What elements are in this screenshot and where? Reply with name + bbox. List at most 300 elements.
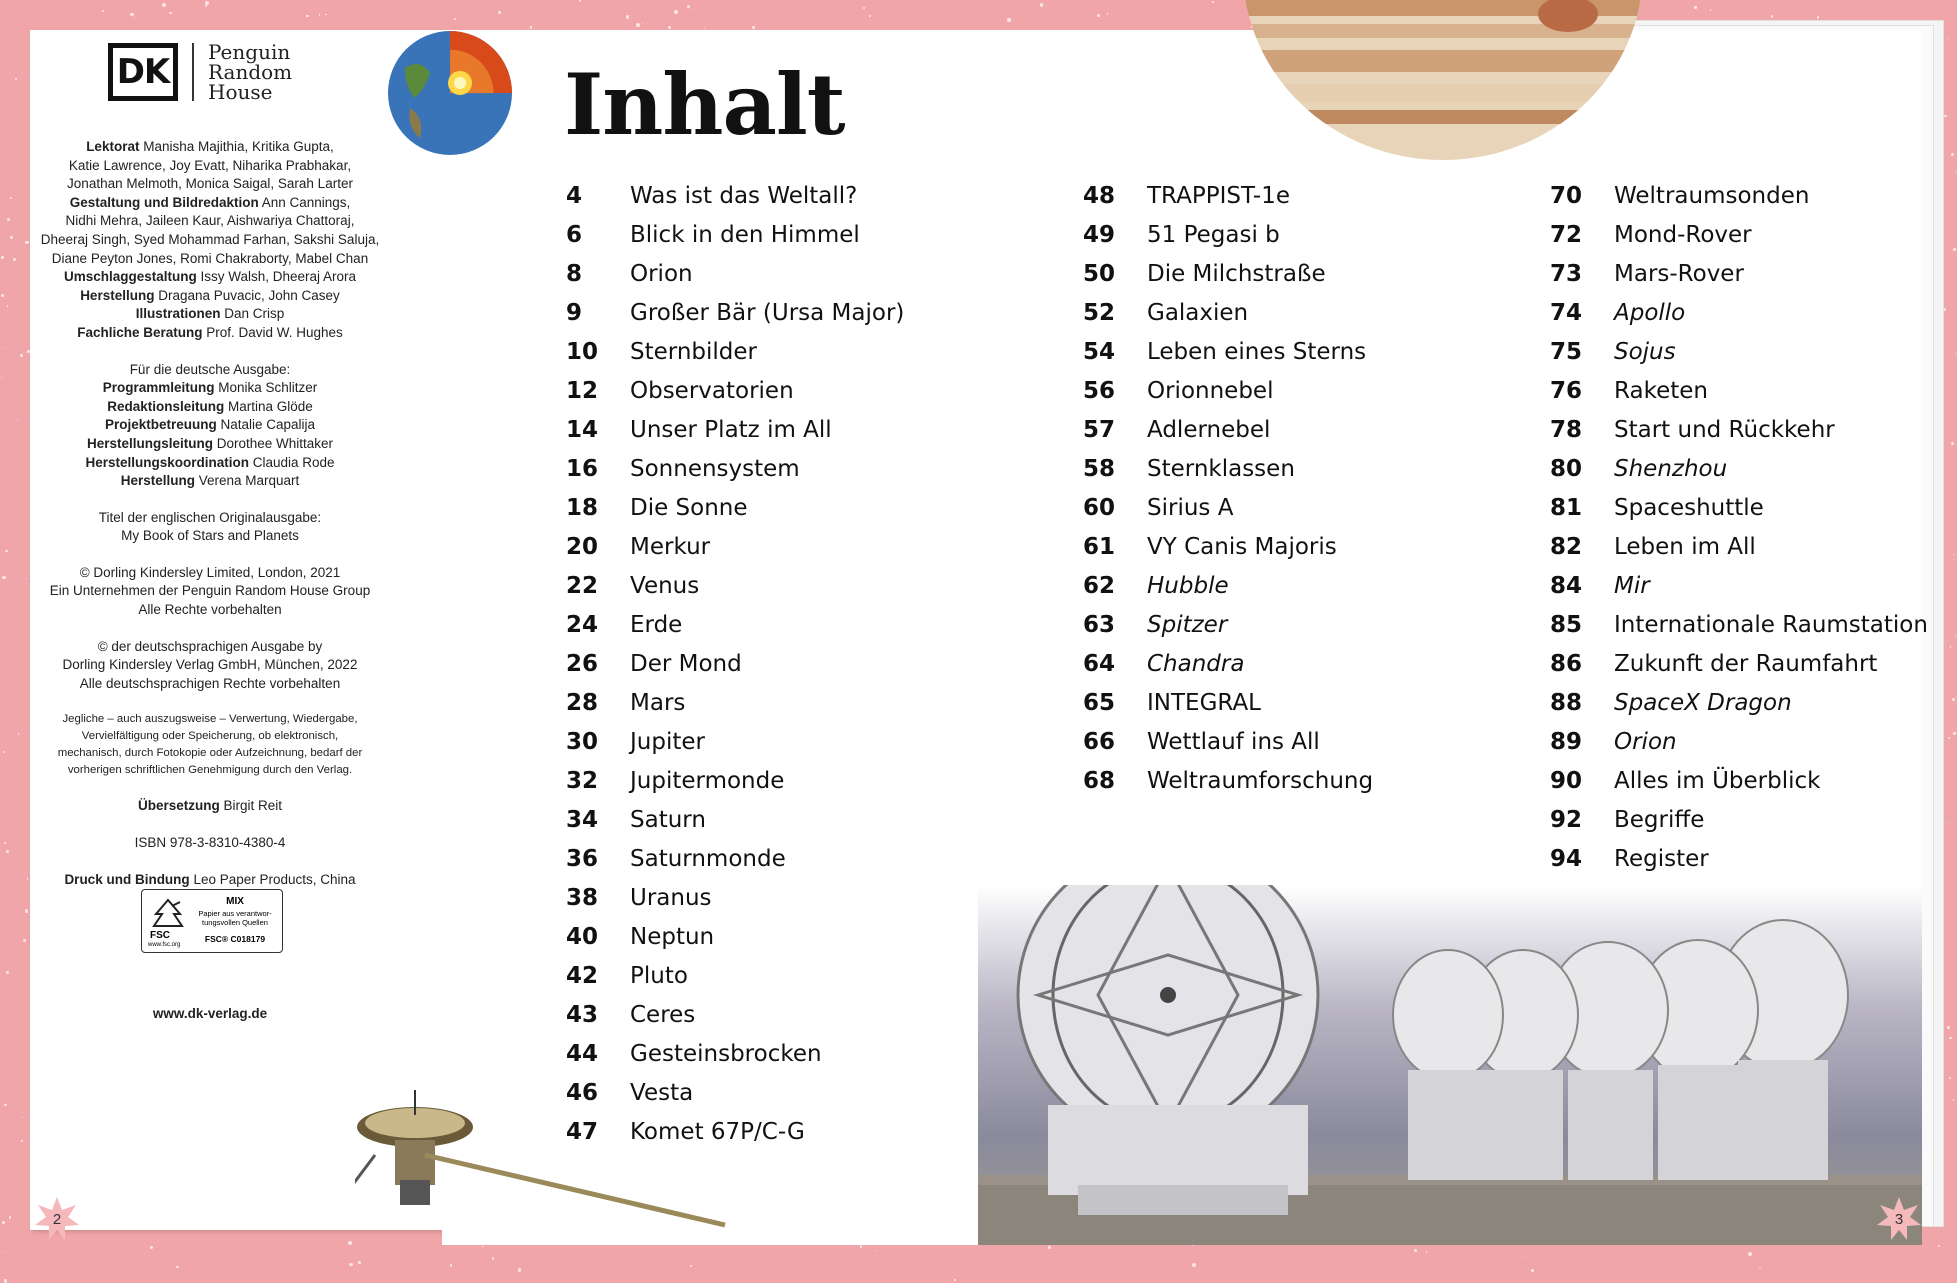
toc-page-number: 58: [1083, 455, 1116, 482]
toc-entry[interactable]: [566, 800, 904, 839]
german-credit-names: Verena Marquart: [194, 473, 300, 489]
toc-entry-title: Was ist das Weltall?: [630, 182, 858, 209]
toc-page-number: 60: [1083, 494, 1116, 521]
toc-entry[interactable]: [566, 761, 904, 800]
background-speck: [690, 9, 691, 10]
toc-page-number: 28: [566, 689, 599, 716]
background-speck: [530, 26, 532, 28]
toc-page-number: 34: [566, 806, 599, 833]
credit-names: Diane Peyton Jones, Romi Chakraborty, Mabel Chan: [51, 250, 369, 266]
toc-page-number: 43: [566, 1001, 599, 1028]
background-speck: [7, 218, 10, 221]
credit-line: [20, 305, 400, 324]
background-speck: [9, 1216, 11, 1218]
toc-entry-title: TRAPPIST-1e: [1147, 182, 1290, 209]
background-speck: [18, 733, 20, 735]
translation-credit: [20, 797, 400, 816]
toc-entry[interactable]: [1550, 371, 1928, 410]
credit-names: Issy Walsh, Dheeraj Arora: [196, 269, 357, 285]
background-speck: [1040, 3, 1044, 7]
background-speck: [492, 1257, 494, 1259]
toc-entry[interactable]: [1083, 254, 1373, 293]
toc-entry[interactable]: [566, 488, 904, 527]
prh-line-2: Random: [208, 60, 293, 84]
toc-entry-title: Sternklassen: [1147, 455, 1295, 482]
toc-entry[interactable]: [1550, 527, 1928, 566]
german-credit-names: Natalie Capalija: [216, 417, 316, 433]
toc-entry[interactable]: [1083, 683, 1373, 722]
background-speck: [1192, 1263, 1196, 1267]
background-speck: [518, 1268, 522, 1272]
toc-entry-title: Sonnensystem: [630, 455, 800, 482]
toc-entry-title: Apollo: [1614, 299, 1686, 326]
background-speck: [15, 78, 17, 80]
toc-entry[interactable]: [1083, 605, 1373, 644]
toc-entry[interactable]: [566, 566, 904, 605]
toc-entry-title: Zukunft der Raumfahrt: [1614, 650, 1878, 677]
toc-entry-title: Blick in den Himmel: [630, 221, 860, 248]
fsc-site: www.fsc.org: [148, 942, 181, 948]
fsc-text: FSC: [150, 930, 170, 941]
background-speck: [134, 17, 135, 18]
background-speck: [169, 12, 172, 15]
background-speck: [1710, 9, 1711, 10]
background-speck: [1938, 1245, 1940, 1247]
credit-line: [20, 157, 400, 176]
german-credit-role: Herstellung: [120, 473, 195, 489]
toc-entry-title: Mond-Rover: [1614, 221, 1752, 248]
toc-entry[interactable]: [566, 410, 904, 449]
toc-entry-title: Mars: [630, 689, 686, 716]
toc-entry-title: Alles im Überblick: [1614, 767, 1821, 794]
german-credit-names: Claudia Rode: [248, 454, 335, 470]
copyright-uk-2: Ein Unternehmen der Penguin Random House Group: [49, 583, 371, 599]
toc-entry-title: Leben im All: [1614, 533, 1756, 560]
toc-page-number: 66: [1083, 728, 1116, 755]
toc-entry-title: Saturn: [630, 806, 706, 833]
toc-entry[interactable]: [1083, 332, 1373, 371]
background-speck: [1, 256, 4, 259]
toc-entry[interactable]: [1550, 566, 1928, 605]
toc-entry[interactable]: [566, 995, 904, 1034]
background-speck: [954, 1279, 957, 1282]
german-credit-line: [20, 379, 400, 398]
toc-entry[interactable]: [1083, 722, 1373, 761]
toc-page-number: 49: [1083, 221, 1116, 248]
dk-logo: DK: [108, 43, 178, 101]
german-credit-line: [20, 416, 400, 435]
background-speck: [1414, 1249, 1417, 1252]
earth-cutaway-illustration: [385, 28, 515, 158]
legal-notice: [20, 711, 400, 779]
toc-column-2: [1083, 176, 1373, 800]
background-speck: [306, 15, 308, 17]
toc-entry[interactable]: [566, 527, 904, 566]
toc-page-number: 18: [566, 494, 599, 521]
background-speck: [1531, 1269, 1534, 1272]
background-speck: [150, 1246, 153, 1249]
background-speck: [1947, 38, 1948, 39]
toc-page-number: 52: [1083, 299, 1116, 326]
toc-entry-title: Venus: [630, 572, 700, 599]
toc-entry-title: VY Canis Majoris: [1147, 533, 1337, 560]
toc-entry[interactable]: [566, 644, 904, 683]
toc-page-number: 16: [566, 455, 599, 482]
toc-page-number: 44: [566, 1040, 599, 1067]
toc-page-number: 20: [566, 533, 599, 560]
credits-list: [20, 138, 400, 343]
toc-entry[interactable]: [1550, 332, 1928, 371]
toc-entry-title: Mir: [1614, 572, 1650, 599]
toc-page-number: 12: [566, 377, 599, 404]
toc-entry-title: Weltraumforschung: [1147, 767, 1374, 794]
german-credit-line: [20, 435, 400, 454]
german-credit-role: Herstellungskoordination: [85, 454, 249, 470]
background-speck: [5, 348, 6, 349]
credit-role: Umschlaggestaltung: [63, 269, 197, 285]
toc-entry[interactable]: [1550, 839, 1928, 878]
imprint-credits: [20, 138, 400, 889]
original-title-line-1: Titel der englischen Originalausgabe:: [98, 509, 322, 525]
credit-names: Dheeraj Singh, Syed Mohammad Farhan, Sakshi Saluja,: [40, 231, 380, 247]
toc-entry[interactable]: [1083, 527, 1373, 566]
toc-entry-title: Die Sonne: [630, 494, 748, 521]
toc-entry[interactable]: [566, 956, 904, 995]
toc-entry[interactable]: [1083, 293, 1373, 332]
background-speck: [1949, 822, 1950, 823]
toc-entry[interactable]: [566, 917, 904, 956]
toc-entry[interactable]: [566, 839, 904, 878]
german-edition-intro: Für die deutsche Ausgabe:: [129, 361, 291, 377]
background-speck: [1955, 636, 1956, 637]
background-speck: [325, 14, 327, 16]
toc-entry[interactable]: [1083, 410, 1373, 449]
toc-column-1: [566, 176, 904, 1151]
toc-page-number: 24: [566, 611, 599, 638]
background-speck: [498, 11, 501, 14]
toc-entry-title: Sirius A: [1147, 494, 1234, 521]
background-speck: [7, 305, 8, 306]
background-speck: [17, 420, 18, 421]
credit-role: Fachliche Beratung: [77, 324, 203, 340]
toc-entry-title: Großer Bär (Ursa Major): [630, 299, 905, 326]
toc-entry-title: Jupiter: [630, 728, 705, 755]
prh-line-1: Penguin: [208, 40, 291, 64]
toc-column-3: [1550, 176, 1928, 917]
german-credit-line: [20, 472, 400, 491]
toc-entry-title: Leben eines Sterns: [1147, 338, 1367, 365]
background-speck: [1944, 115, 1947, 118]
credit-line: [20, 212, 400, 231]
toc-entry-title: Saturnmonde: [630, 845, 786, 872]
toc-entry[interactable]: [1083, 761, 1373, 800]
toc-page-number: 82: [1550, 533, 1583, 560]
toc-page-number: 46: [566, 1079, 599, 1106]
toc-page-number: 40: [566, 923, 599, 950]
toc-entry[interactable]: [1083, 449, 1373, 488]
german-credit-names: Dorothee Whittaker: [212, 435, 334, 451]
toc-entry[interactable]: [1550, 683, 1928, 722]
background-speck: [348, 1241, 352, 1245]
copyright-de-1: © der deutschsprachigen Ausgabe by: [97, 638, 323, 654]
credit-line: [20, 324, 400, 343]
toc-page-number: 9: [566, 299, 583, 326]
toc-page-number: 30: [566, 728, 599, 755]
toc-entry[interactable]: [1550, 293, 1928, 332]
toc-entry[interactable]: [566, 1034, 904, 1073]
background-speck: [636, 23, 640, 27]
print-label: Druck und Bindung: [64, 871, 190, 887]
toc-page-number: 48: [1083, 182, 1116, 209]
toc-entry-title: Merkur: [630, 533, 711, 560]
toc-page-number: 85: [1550, 611, 1583, 638]
toc-page-number: 22: [566, 572, 599, 599]
credit-line: [20, 194, 400, 213]
toc-entry[interactable]: [1550, 215, 1928, 254]
toc-page-number: 6: [566, 221, 583, 248]
toc-entry[interactable]: [1550, 254, 1928, 293]
background-speck: [2, 1221, 5, 1224]
background-speck: [482, 1246, 484, 1248]
toc-page-number: 73: [1550, 260, 1583, 287]
credit-line: [20, 250, 400, 269]
page-number-right: 3: [1894, 1210, 1904, 1228]
background-speck: [102, 10, 104, 12]
copyright-uk-1: © Dorling Kindersley Limited, London, 2021: [79, 564, 341, 580]
toc-entry[interactable]: [1083, 176, 1373, 215]
toc-entry[interactable]: [1550, 722, 1928, 761]
toc-page-number: 36: [566, 845, 599, 872]
german-credit-role: Herstellungsleitung: [86, 435, 213, 451]
background-speck: [626, 15, 629, 18]
background-speck: [1953, 1099, 1955, 1101]
space-probe-illustration: [355, 1085, 745, 1235]
toc-page-number: 50: [1083, 260, 1116, 287]
toc-entry[interactable]: [1083, 488, 1373, 527]
toc-page-number: 14: [566, 416, 599, 443]
german-credit-names: Martina Glöde: [224, 398, 313, 414]
toc-entry-title: Adlernebel: [1147, 416, 1271, 443]
toc-page-number: 72: [1550, 221, 1583, 248]
background-speck: [863, 7, 865, 9]
toc-page-number: 61: [1083, 533, 1116, 560]
credit-names: Jonathan Melmoth, Monica Saigal, Sarah Larter: [67, 176, 353, 192]
original-title-line-2: My Book of Stars and Planets: [121, 528, 299, 544]
fsc-label: [141, 889, 283, 953]
toc-page-number: 94: [1550, 845, 1583, 872]
background-speck: [1951, 442, 1954, 445]
toc-page-number: 32: [566, 767, 599, 794]
toc-entry-title: Mars-Rover: [1614, 260, 1744, 287]
toc-page-number: 62: [1083, 572, 1116, 599]
toc-page-number: 92: [1550, 806, 1583, 833]
toc-page-number: 65: [1083, 689, 1116, 716]
credit-role: Gestaltung und Bildredaktion: [69, 194, 259, 210]
toc-entry[interactable]: [1083, 566, 1373, 605]
background-speck: [23, 939, 25, 941]
copyright-uk-3: Alle Rechte vorbehalten: [138, 602, 282, 618]
credit-names: Manisha Majithia, Kritika Gupta,: [139, 139, 334, 154]
page-number-left: 2: [52, 1210, 62, 1228]
background-speck: [1759, 1267, 1760, 1268]
toc-entry[interactable]: [566, 176, 904, 215]
credit-names: Nidhi Mehra, Jaileen Kaur, Aishwariya Chattoraj,: [65, 213, 355, 229]
toc-entry[interactable]: [566, 254, 904, 293]
toc-entry-title: Komet 67P/C-G: [630, 1118, 805, 1145]
background-speck: [10, 197, 13, 200]
german-credit-role: Programmleitung: [102, 380, 215, 396]
toc-entry-title: Orion: [1614, 728, 1677, 755]
toc-entry[interactable]: [1083, 371, 1373, 410]
credit-line: [20, 268, 400, 287]
background-speck: [687, 5, 690, 8]
toc-entry-title: Der Mond: [630, 650, 742, 677]
toc-entry[interactable]: [566, 371, 904, 410]
toc-page-number: 84: [1550, 572, 1583, 599]
background-speck: [13, 258, 16, 261]
background-speck: [1948, 737, 1950, 739]
credit-line: [20, 287, 400, 306]
publisher-logo: [108, 42, 292, 102]
toc-entry[interactable]: [566, 605, 904, 644]
german-credit-line: [20, 454, 400, 473]
toc-page-number: 80: [1550, 455, 1583, 482]
toc-page-number: 38: [566, 884, 599, 911]
toc-entry[interactable]: [1550, 410, 1928, 449]
toc-page-number: 57: [1083, 416, 1116, 443]
toc-entry[interactable]: [1550, 644, 1928, 683]
toc-page-number: 8: [566, 260, 583, 287]
toc-entry[interactable]: [1550, 449, 1928, 488]
legal-line-3: mechanisch, durch Fotokopie oder Aufzeichnung, bedarf der: [57, 747, 363, 760]
toc-entry-title: INTEGRAL: [1147, 689, 1261, 716]
toc-page-number: 42: [566, 962, 599, 989]
logo-divider: [192, 43, 194, 101]
background-speck: [642, 23, 643, 24]
copyright-de-2: Dorling Kindersley Verlag GmbH, München, 2022: [62, 657, 358, 673]
toc-entry-title: Galaxien: [1147, 299, 1249, 326]
toc-page-number: 68: [1083, 767, 1116, 794]
toc-entry[interactable]: [1083, 644, 1373, 683]
print-credit: [20, 871, 400, 890]
background-speck: [4, 842, 6, 844]
background-speck: [860, 1245, 862, 1247]
toc-entry-title: Wettlauf ins All: [1147, 728, 1320, 755]
toc-page-number: 81: [1550, 494, 1583, 521]
credit-role: Herstellung: [80, 287, 155, 303]
print-name: Leo Paper Products, China: [189, 871, 356, 887]
toc-entry-title: Begriffe: [1614, 806, 1705, 833]
toc-entry-title: Die Milchstraße: [1147, 260, 1326, 287]
toc-entry[interactable]: [1550, 488, 1928, 527]
background-speck: [1, 377, 2, 378]
toc-page-number: 75: [1550, 338, 1583, 365]
background-speck: [6, 971, 9, 974]
toc-entry[interactable]: [566, 215, 904, 254]
background-speck: [1048, 1246, 1050, 1248]
toc-entry-title: Spaceshuttle: [1614, 494, 1764, 521]
background-speck: [1949, 1077, 1951, 1079]
toc-entry[interactable]: [566, 683, 904, 722]
background-speck: [130, 13, 133, 16]
toc-page-number: 90: [1550, 767, 1583, 794]
toc-entry[interactable]: [1550, 800, 1928, 839]
background-speck: [5, 550, 8, 553]
background-speck: [1817, 16, 1819, 18]
german-credit-role: Redaktionsleitung: [107, 398, 225, 414]
toc-page-number: 56: [1083, 377, 1116, 404]
background-speck: [704, 28, 705, 29]
credit-names: Katie Lawrence, Joy Evatt, Niharika Prabhakar,: [68, 157, 352, 173]
background-speck: [3, 751, 6, 754]
background-speck: [25, 909, 29, 913]
credit-line: [20, 231, 400, 250]
background-speck: [876, 1250, 877, 1251]
credit-names: Prof. David W. Hughes: [202, 324, 343, 340]
copyright-de-3: Alle deutschsprachigen Rechte vorbehalten: [79, 675, 341, 691]
toc-entry[interactable]: [1550, 605, 1928, 644]
toc-page-number: 63: [1083, 611, 1116, 638]
toc-entry-title: Erde: [630, 611, 683, 638]
toc-page-number: 86: [1550, 650, 1583, 677]
toc-entry[interactable]: [566, 449, 904, 488]
toc-entry-title: Sternbilder: [630, 338, 757, 365]
fsc-paper-line-2: tungsvollen Quellen: [202, 918, 268, 927]
background-speck: [1, 294, 4, 297]
toc-entry-title: Register: [1614, 845, 1709, 872]
page-title: Inhalt: [564, 55, 845, 154]
background-speck: [10, 236, 13, 239]
translation-label: Übersetzung: [137, 798, 220, 814]
background-speck: [2, 576, 5, 579]
toc-entry[interactable]: [566, 722, 904, 761]
background-speck: [6, 850, 9, 853]
credit-role: Illustrationen: [135, 306, 221, 322]
toc-entry-title: Pluto: [630, 962, 688, 989]
background-speck: [454, 18, 456, 20]
penguin-random-house-logo: [208, 42, 292, 102]
toc-page-number: 89: [1550, 728, 1583, 755]
toc-entry-title: Ceres: [630, 1001, 696, 1028]
toc-entry-title: 51 Pegasi b: [1147, 221, 1280, 248]
toc-page-number: 70: [1550, 182, 1583, 209]
background-speck: [668, 26, 671, 29]
toc-entry[interactable]: [1550, 761, 1928, 800]
background-speck: [1212, 1, 1214, 3]
publisher-url[interactable]: www.dk-verlag.de: [152, 1006, 268, 1021]
toc-entry-title: Vesta: [630, 1079, 694, 1106]
background-speck: [1952, 698, 1955, 701]
background-speck: [1950, 646, 1951, 647]
german-credit-role: Projektbetreuung: [104, 417, 217, 433]
toc-entry[interactable]: [566, 293, 904, 332]
toc-entry[interactable]: [566, 332, 904, 371]
toc-page-number: 26: [566, 650, 599, 677]
background-speck: [1949, 1037, 1952, 1040]
toc-entry-title: Observatorien: [630, 377, 794, 404]
background-speck: [176, 1266, 178, 1268]
background-speck: [349, 1263, 352, 1266]
jupiter-illustration: [1228, 0, 1658, 160]
toc-entry[interactable]: [566, 878, 904, 917]
toc-entry-title: Neptun: [630, 923, 715, 950]
background-speck: [1771, 15, 1774, 18]
toc-entry[interactable]: [1083, 215, 1373, 254]
toc-page-number: 54: [1083, 338, 1116, 365]
toc-entry[interactable]: [1550, 176, 1928, 215]
background-speck: [4, 1104, 7, 1107]
toc-page-number: 76: [1550, 377, 1583, 404]
